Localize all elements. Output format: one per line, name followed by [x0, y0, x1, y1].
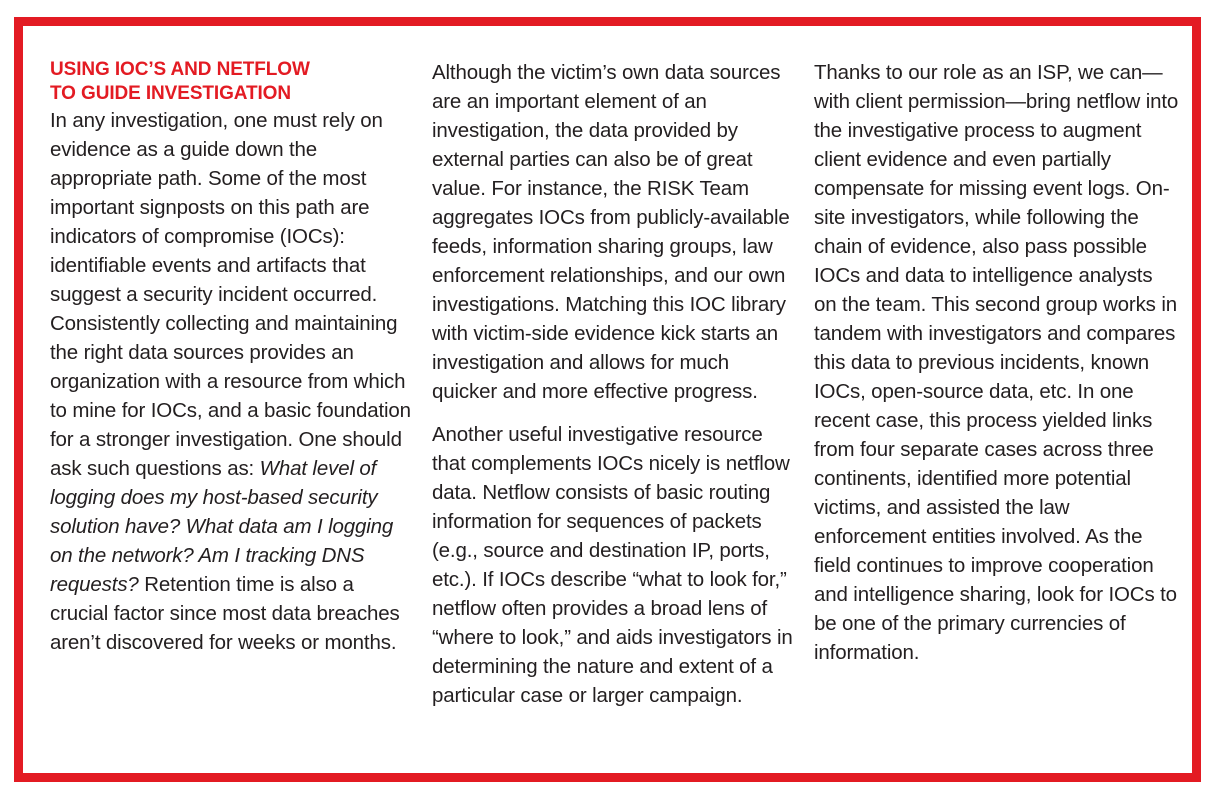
col3-paragraph: Thanks to our role as an ISP, we can—with client permission—bring netflow into the investigative process to augment client evidence and even partially compensate for missing event logs. On-site investigators, while following the chain of evidence, also pass possible IOCs and data to intelligence analysts on the team. This second group works in tandem with investigators and compares this data to previous incidents, known IOCs, open-source data, etc. In one recent case, this process yielded links from four separate cases across three continents, identified more potential victims, and assisted the law enforcement entities involved. As the field continues to improve cooperation and intelligence sharing, look for IOCs to be one of the primary currencies of information. — [814, 61, 1179, 664]
col1-text-retention: Retention time is also a crucial factor since most data breaches aren’t discovered for weeks or months. — [50, 573, 400, 654]
col1-text-intro: In any investigation, one must rely on evidence as a guide down the appropriate path. Some of the most important signposts on this path are indicators of compromise (IOCs): identifiable events and artifacts that suggest a security incident occurred. Consistently collecting and maintaining the right data sources provides an organization with a resource from which to mine for IOCs, and a basic foundation for a stronger investigation. One should ask such questions as: — [50, 109, 411, 480]
col2-paragraph-2: Another useful investigative resource that complements IOCs nicely is netflow data. Netflow consists of basic routing information for sequences of packets (e.g., source and destination IP, ports, etc.). If IOCs describe “what to look for,” netflow often provides a broad lens of “where to look,” and aids investigators in determining the nature and extent of a particular case or larger campaign. — [432, 423, 793, 707]
heading-line-1: USING IOC’S AND NETFLOW — [50, 59, 310, 80]
heading-line-2: TO GUIDE INVESTIGATION — [50, 83, 291, 104]
col1-paragraph — [50, 106, 415, 657]
column-3 — [814, 58, 1179, 667]
section-heading — [50, 58, 415, 106]
col1-questions: What level of logging does my host-based security solution have? What data am I logging on the network? Am I tracking DNS requests? — [50, 457, 394, 596]
column-2 — [432, 58, 797, 710]
column-1 — [50, 58, 415, 657]
col2-paragraph-1: Although the victim’s own data sources are an important element of an investigation, the data provided by external parties can also be of great value. For instance, the RISK Team aggregates IOCs from publicly-available feeds, information sharing groups, law enforcement relationships, and our own investigations. Matching this IOC library with victim-side evidence kick starts an investigation and allows for much quicker and more effective progress. — [432, 61, 790, 403]
sidebar-box — [14, 17, 1201, 782]
